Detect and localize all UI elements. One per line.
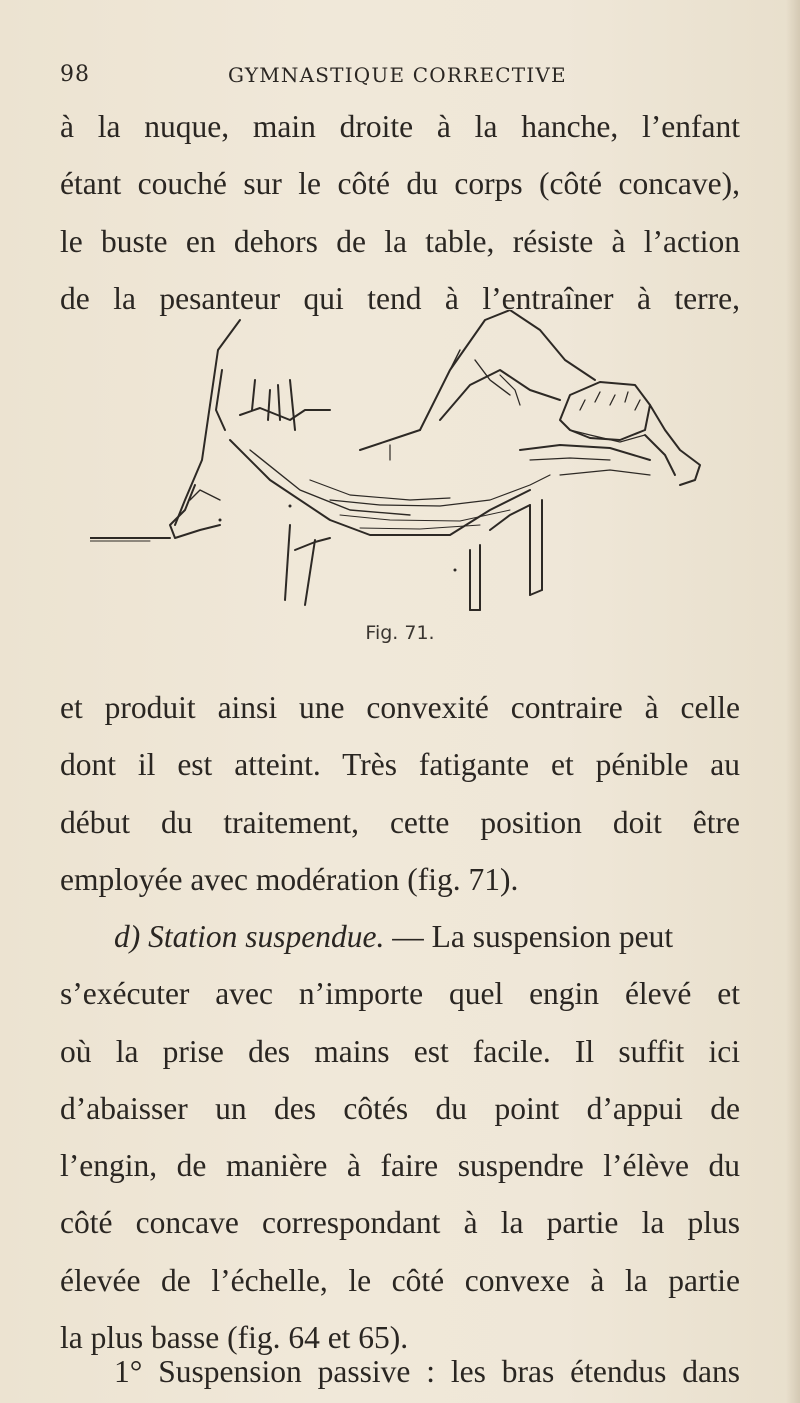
page-header	[60, 62, 740, 92]
page-number: 98	[60, 62, 90, 87]
text-line: début du traitement, cette position doit être	[60, 805, 740, 840]
text-line: l’engin, de manière à faire suspendre l’élève du	[60, 1148, 740, 1183]
text-line: et produit ainsi une convexité contraire à celle	[60, 690, 740, 725]
section-title: Station suspendue.	[148, 919, 385, 954]
text-line: dont il est atteint. Très fatigante et pénible au	[60, 747, 740, 782]
section-label: d)	[114, 919, 141, 954]
text-line: côté concave correspondant à la partie la plus	[60, 1205, 740, 1240]
text-line: d’abaisser un des côtés du point d’appui de	[60, 1091, 740, 1126]
figure-71-illustration	[90, 310, 730, 615]
section-heading-line	[114, 917, 673, 957]
text-line: de la pesanteur qui tend à l’entraîner à terre,	[60, 281, 740, 316]
text-line: 1° Suspension passive : les bras étendus dans	[114, 1354, 740, 1389]
text-line: à la nuque, main droite à la hanche, l’enfant	[60, 109, 740, 144]
text-line: élevée de l’échelle, le côté convexe à la partie	[60, 1263, 740, 1298]
text-line: le buste en dehors de la table, résiste à l’action	[60, 224, 740, 259]
section-text: — La suspension peut	[384, 919, 674, 954]
page-edge-shadow	[786, 0, 800, 1403]
running-head: GYMNASTIQUE CORRECTIVE	[228, 63, 567, 87]
text-line: la plus basse (fig. 64 et 65).	[60, 1320, 409, 1355]
text-line: où la prise des mains est facile. Il suffit ici	[60, 1034, 740, 1069]
text-line: employée avec modération (fig. 71).	[60, 862, 519, 897]
figure-caption: Fig. 71.	[365, 622, 435, 644]
text-line: étant couché sur le côté du corps (côté concave),	[60, 166, 740, 201]
text-line: s’exécuter avec n’importe quel engin élevé et	[60, 976, 740, 1011]
